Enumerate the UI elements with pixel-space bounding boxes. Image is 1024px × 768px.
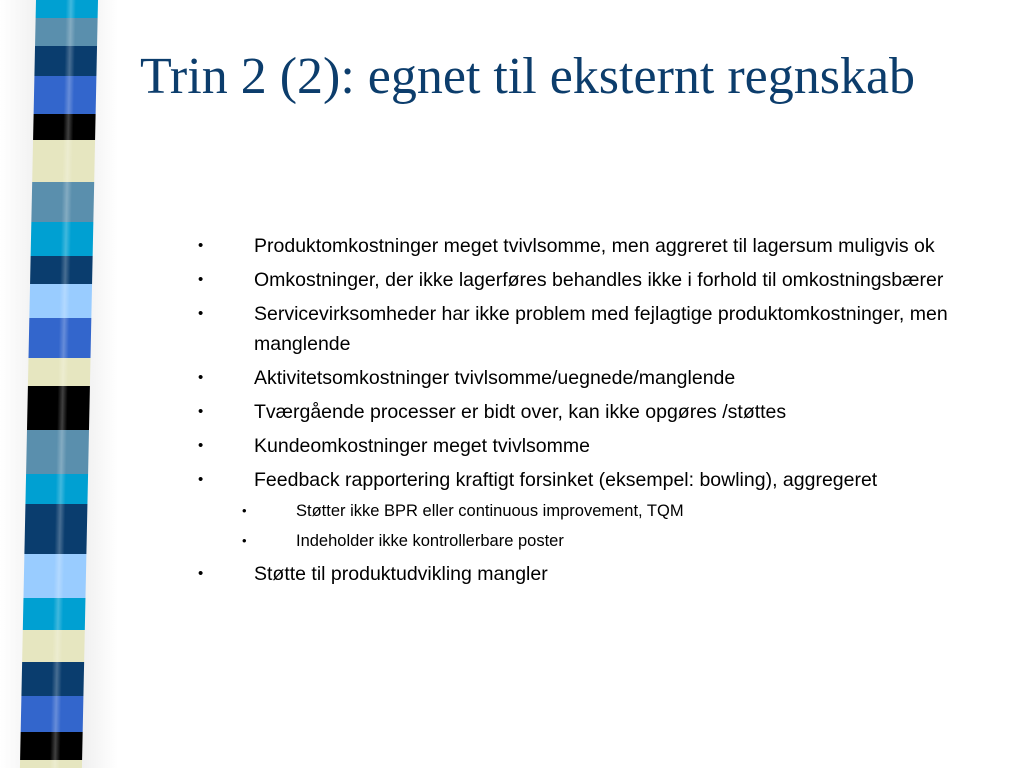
bullet-icon: • — [198, 471, 204, 488]
bullet-text: Produktomkostninger meget tvivlsomme, men aggreret til lagersum muligvis ok — [254, 235, 935, 257]
bullet-item — [192, 265, 992, 295]
bullet-text: Servicevirksomheder har ikke problem med fejlagtige produktomkostninger, men manglende — [254, 303, 948, 355]
sub-bullet-item — [192, 499, 992, 523]
stripe-segment — [31, 182, 94, 222]
bullet-icon: • — [242, 503, 247, 518]
stripe-segment — [36, 0, 98, 18]
bullet-text: Indeholder ikke kontrollerbare poster — [296, 532, 564, 550]
bullet-text: Aktivitetsomkostninger tvivlsomme/uegnede/manglende — [254, 367, 736, 389]
bullet-icon: • — [242, 533, 247, 548]
stripe-segment — [21, 696, 84, 732]
bullet-icon: • — [198, 369, 204, 386]
bullet-icon: • — [198, 565, 204, 582]
stripe-segment — [30, 256, 93, 284]
stripe-segment — [20, 732, 83, 760]
stripe-segment — [26, 430, 89, 474]
bullet-icon: • — [198, 403, 204, 420]
stripe-segment — [21, 662, 84, 696]
stripe-segment — [35, 18, 98, 46]
bullet-icon: • — [198, 305, 204, 322]
bullet-list — [192, 231, 992, 593]
bullet-item — [192, 397, 992, 427]
bullet-text: Kundeomkostninger meget tvivlsomme — [254, 435, 590, 457]
bullet-icon: • — [198, 271, 204, 288]
stripe-segment — [33, 114, 96, 140]
bullet-text: Omkostninger, der ikke lagerføres behandles ikke i forhold til omkostningsbærer — [254, 269, 944, 291]
stripe-segment — [23, 598, 86, 630]
bullet-item — [192, 465, 992, 495]
bullet-item — [192, 231, 992, 261]
bullet-icon: • — [198, 437, 204, 454]
stripe-segment — [27, 386, 90, 430]
stripe-segment — [23, 554, 86, 598]
stripe-segment — [22, 630, 85, 662]
stripe-segment — [34, 46, 97, 76]
bullet-text: Støtter ikke BPR eller continuous improvement, TQM — [296, 502, 684, 520]
bullet-item — [192, 363, 992, 393]
bullet-text: Feedback rapportering kraftigt forsinket (eksempel: bowling), aggregeret — [254, 469, 878, 491]
stripe-segment — [34, 76, 97, 114]
bullet-text: Støtte til produktudvikling mangler — [254, 563, 548, 585]
stripe-segment — [25, 474, 88, 504]
stripe-segment — [20, 760, 82, 768]
stripe-segment — [29, 284, 92, 318]
bullet-text: Tværgående processer er bidt over, kan ikke opgøres /støttes — [254, 401, 787, 423]
stripe-segment — [32, 140, 95, 182]
stripe-segment — [29, 318, 92, 358]
sub-bullet-item — [192, 529, 992, 553]
stripe-segment — [28, 358, 91, 386]
slide-title: Trin 2 (2): egnet til eksternt regnskab — [140, 48, 916, 105]
bullet-item — [192, 299, 992, 359]
stripe-segment — [24, 504, 87, 554]
bullet-item — [192, 559, 992, 589]
bullet-icon: • — [198, 237, 204, 254]
stripe-segment — [31, 222, 94, 256]
bullet-item — [192, 431, 992, 461]
